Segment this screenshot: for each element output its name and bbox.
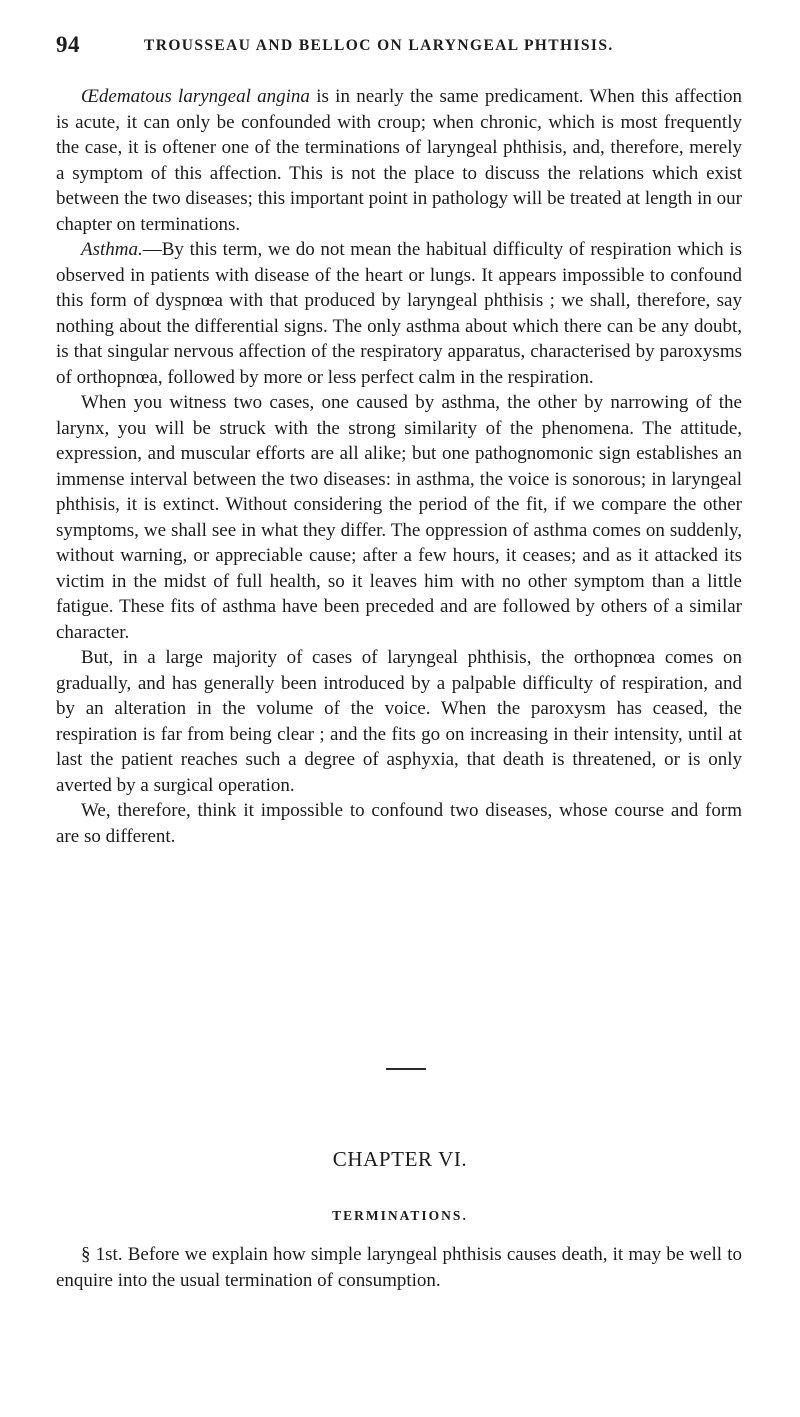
page-number: 94 <box>56 32 80 57</box>
chapter-body <box>56 1242 742 1293</box>
paragraph-comparison: When you witness two cases, one caused by asthma, the other by narrowing of the larynx, you will be struck with the strong similarity of the phenomena. The attitude, expression, and muscular efforts are all alike; but one pathognomonic sign establishes an immense interval between the two diseases: in asthma, the voice is sonorous; in laryngeal phthisis, it is extinct. Without considering the period of the fit, if we compare the other symptoms, we shall see in what they differ. The oppression of asthma comes on suddenly, without warning, or appreciable cause; after a few hours, it ceases; and as it attacked its victim in the midst of full health, so it leaves him with no other symptom than a little fatigue. These fits of asthma have been preceded and are followed by others of a similar character. <box>56 392 742 643</box>
paragraph-lead-italic: Œdematous laryngeal angina <box>81 86 310 107</box>
paragraph-text: —By this term, we do not mean the habitual difficulty of respiration which is observed in patients with disease of the heart or lungs. It appears impossible to confound this form of dyspnœa with that produced by laryngeal phthisis ; we shall, therefore, say nothing about the differential signs. The only asthma about which there can be any doubt, is that singular nervous affection of the respiratory apparatus, characterised by paroxysms of orthopnœa, followed by more or less perfect calm in the respiration. <box>56 239 742 388</box>
paragraph-oedematous-angina <box>56 84 742 237</box>
running-head <box>56 32 746 60</box>
paragraph-text: is in nearly the same predicament. When this affection is acute, it can only be confounded with croup; when chronic, which is most frequently the case, it is oftener one of the terminations of laryngeal phthisis, and, therefore, merely a symptom of this affection. This is not the place to discuss the relations which exist between the two diseases; this important point in pathology will be treated at length in our chapter on terminations. <box>56 86 742 235</box>
paragraph-orthopnoea: But, in a large majority of cases of laryngeal phthisis, the orthopnœa comes on gradually, and has generally been introduced by a palpable difficulty of respiration, and by an alteration in the volume of the voice. When the paroxysm has ceased, the respiration is far from being clear ; and the fits go on increasing in their intensity, until at last the patient reaches such a degree of asphyxia, that death is threatened, or is only averted by a surgical operation. <box>56 647 742 796</box>
paragraph-lead-italic: Asthma. <box>81 239 143 260</box>
chapter-paragraph: § 1st. Before we explain how simple laryngeal phthisis causes death, it may be well to enquire into the usual termination of consumption. <box>56 1244 742 1291</box>
chapter-subtitle: TERMINATIONS. <box>332 1208 468 1223</box>
chapter-title: CHAPTER VI. <box>332 1147 468 1171</box>
running-title: TROUSSEAU AND BELLOC ON LARYNGEAL PHTHISIS. <box>144 37 614 54</box>
section-divider <box>386 1068 426 1070</box>
paragraph-conclusion: We, therefore, think it impossible to confound two diseases, whose course and form are so different. <box>56 800 742 847</box>
paragraph-asthma <box>56 237 742 390</box>
body-text <box>56 84 742 849</box>
